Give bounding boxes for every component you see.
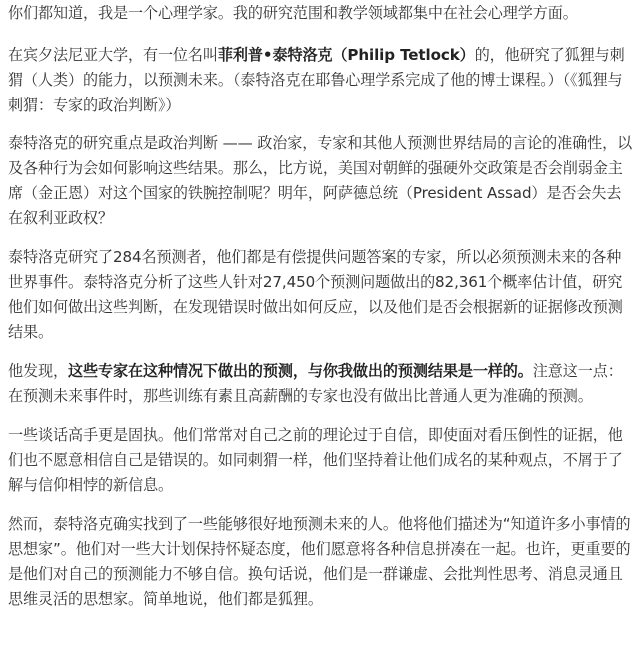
paragraph-research-focus — [8, 131, 636, 231]
paragraph-tetlock-intro-lead: 在宾夕法尼亚大学，有一位名叫 — [8, 46, 218, 64]
paragraph-tetlock-intro-rest: 的，他研究了狐狸与刺猬（人类）的能力，以预测未来。（泰特洛克在耶鲁心理学系完成了他的博士课程。）（《狐狸与刺猬：专家的政治判断》） — [8, 46, 625, 114]
paragraph-foxes — [8, 512, 636, 612]
paragraph-hedgehogs-text: 一些谈话高手更是固执。他们常常对自己之前的理论过于自信，即使面对看压倒性的证据，他们也不愿意相信自己是错误的。如同刺猬一样，他们坚持着让他们成名的某种观点，不屑于了解与信仰相悖的新信息。 — [8, 426, 623, 494]
paragraph-study-details-text: 泰特洛克研究了284名预测者，他们都是有偿提供问题答案的专家，所以必须预测未来的各种世界事件。泰特洛克分析了这些人针对27,450个预测问题做出的82,361个概率估计值，研究他们如何做出这些判断，在发现错误时做出如何反应，以及他们是否会根据新的证据修改预测结果。 — [8, 248, 623, 341]
paragraph-findings — [8, 359, 636, 409]
paragraph-research-focus-text: 泰特洛克的研究重点是政治判断 —— 政治家，专家和其他人预测世界结局的言论的准确性，以及各种行为会如何影响这些结果。那么，比方说，美国对朝鲜的强硬外交政策是否会削弱金主席（金正恩）对这个国家的铁腕控制呢？明年，阿萨德总统（President Assad）是否会失去在叙利亚政权？ — [8, 134, 633, 227]
paragraph-study-details — [8, 245, 636, 345]
paragraph-findings-rest: 注意这一点：在预测未来事件时，那些训练有素且高薪酬的专家也没有做出比普通人更为准确的预测。 — [8, 362, 623, 405]
findings-bold: 这些专家在这种情况下做出的预测，与你我做出的预测结果是一样的。 — [67, 362, 533, 380]
paragraph-intro-text: 你们都知道，我是一个心理学家。我的研究范围和教学领域都集中在社会心理学方面。 — [8, 4, 578, 22]
paragraph-hedgehogs — [8, 423, 636, 498]
paragraph-intro — [8, 0, 636, 26]
paragraph-tetlock-intro — [8, 43, 636, 118]
paragraph-foxes-text: 然而，泰特洛克确实找到了一些能够很好地预测未来的人。他将他们描述为“知道许多小事情的思想家”。他们对一些大计划保持怀疑态度，他们愿意将各种信息拼凑在一起。也许，更重要的是他们对自己的预测能力不够自信。换句话说，他们是一群谦虚、会批判性思考、消息灵通且思维灵活的思想家。简单地说，他们都是狐狸。 — [8, 515, 631, 608]
tetlock-name-bold: 菲利普•泰特洛克（Philip Tetlock） — [217, 46, 475, 64]
paragraph-findings-lead: 他发现， — [8, 362, 68, 380]
